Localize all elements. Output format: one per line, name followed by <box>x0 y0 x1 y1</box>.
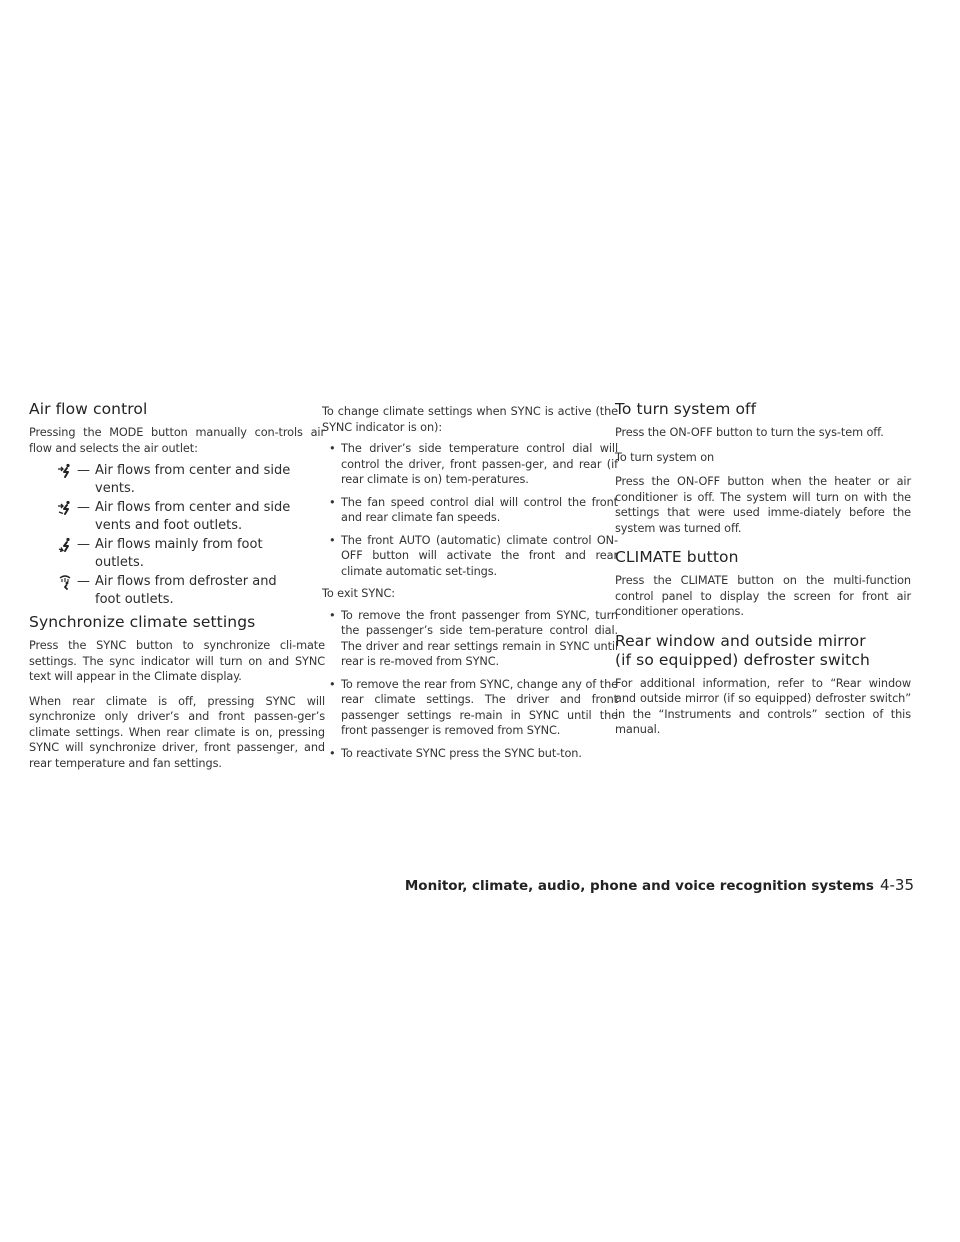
mode-dash: — <box>77 537 90 552</box>
heading-synchronize-climate: Synchronize climate settings <box>29 613 256 631</box>
bullet-dot: • <box>329 533 336 547</box>
list-item <box>322 608 618 670</box>
paragraph-air-flow-intro: Pressing the MODE button manually con-trols air flow and selects the air outlet: <box>29 426 325 455</box>
mode-text-line2: foot outlets. <box>95 592 174 607</box>
mode-text-line1: Air flows from defroster and <box>95 574 277 589</box>
list-item <box>322 677 618 739</box>
column-left <box>29 400 325 780</box>
mode-text-line1: Air flows mainly from foot <box>95 537 263 552</box>
paragraph-exit-sync: To exit SYNC: <box>322 587 395 600</box>
list-item-text: To remove the front passenger from SYNC, turn the passenger’s side tem-perature control dial. The driver and rear settings remain in SYNC until rear is re-moved from SYNC. <box>341 608 618 668</box>
bilevel-airflow-icon <box>57 500 73 516</box>
mode-text-line2: vents and foot outlets. <box>95 518 243 533</box>
list-item <box>322 533 618 580</box>
heading-rear-defroster-line2: (if so equipped) defroster switch <box>615 650 870 669</box>
mode-text-line1: Air flows from center and side <box>95 463 291 478</box>
list-item <box>322 495 618 526</box>
list-item <box>322 746 618 762</box>
heading-rear-defroster-line1: Rear window and outside mirror <box>615 631 866 650</box>
page-number: 4-35 <box>879 876 914 894</box>
list-item <box>322 441 618 488</box>
mode-dash: — <box>77 574 90 589</box>
paragraph-sync-2: When rear climate is off, pressing SYNC will synchronize only driver’s and front passen-ger’s climate settings. When rear climate is on, pressing SYNC will synchronize driver, front passenger, and rear temperature and fan settings. <box>29 694 325 770</box>
list-item-text: The fan speed control dial will control the front and rear climate fan speeds. <box>341 495 618 524</box>
bullet-dot: • <box>329 746 336 760</box>
list-item-text: The driver’s side temperature control dial will control the driver, front passen-ger, and rear (if rear climate is on) tem-peratures. <box>341 442 618 486</box>
vent-airflow-icon <box>57 463 73 479</box>
airflow-mode-bilevel <box>29 499 325 535</box>
airflow-mode-defrost-foot <box>29 573 325 609</box>
paragraph-sync-1: Press the SYNC button to synchronize cli-mate settings. The sync indicator will turn on and SYNC text will appear in the Climate display. <box>29 639 325 683</box>
heading-climate-button: CLIMATE button <box>615 548 739 566</box>
bullet-dot: • <box>329 495 336 509</box>
defrost-foot-airflow-icon <box>57 574 73 590</box>
page-footer <box>0 876 914 894</box>
list-item-text: To reactivate SYNC press the SYNC but-ton. <box>341 746 582 760</box>
paragraph-change-settings: To change climate settings when SYNC is active (the SYNC indicator is on): <box>322 405 618 434</box>
airflow-mode-list <box>29 462 325 609</box>
paragraph-rear-defroster: For additional information, refer to “Rear window and outside mirror (if so equipped) defroster switch” in the “Instruments and controls” section of this manual. <box>615 676 911 736</box>
mode-text-line2: vents. <box>95 481 135 496</box>
paragraph-turn-on: Press the ON-OFF button when the heater or air conditioner is off. The system will turn on with the settings that were used imme-diately before the system was turned off. <box>615 475 911 535</box>
list-item-text: The front AUTO (automatic) climate control ON-OFF button will activate the front and rear climate automatic set-tings. <box>341 533 618 578</box>
mode-dash: — <box>77 463 90 478</box>
paragraph-turn-off: Press the ON-OFF button to turn the sys-tem off. <box>615 426 884 439</box>
paragraph-turn-on-label: To turn system on <box>615 450 715 464</box>
footer-section-title: Monitor, climate, audio, phone and voice recognition systems <box>404 878 874 894</box>
paragraph-climate-button: Press the CLIMATE button on the multi-function control panel to display the screen for front air conditioner operations. <box>615 574 911 618</box>
airflow-mode-vent <box>29 462 325 498</box>
mode-text-line1: Air flows from center and side <box>95 500 291 515</box>
mode-text-line2: outlets. <box>95 555 144 570</box>
bullet-list-exit-sync <box>322 608 618 762</box>
foot-airflow-icon <box>57 537 73 553</box>
heading-air-flow-control: Air flow control <box>29 400 148 418</box>
bullet-dot: • <box>329 442 336 455</box>
bullet-dot: • <box>329 608 336 622</box>
mode-dash: — <box>77 500 90 515</box>
bullet-list-sync-active <box>322 441 618 579</box>
column-middle <box>322 404 618 768</box>
list-item-text: To remove the rear from SYNC, change any of the rear climate settings. The driver and front passenger settings re-main in SYNC until the front passenger is removed from SYNC. <box>341 677 618 737</box>
column-right <box>615 400 911 747</box>
heading-turn-system-off: To turn system off <box>615 400 757 418</box>
bullet-dot: • <box>329 677 336 691</box>
airflow-mode-foot <box>29 536 325 572</box>
